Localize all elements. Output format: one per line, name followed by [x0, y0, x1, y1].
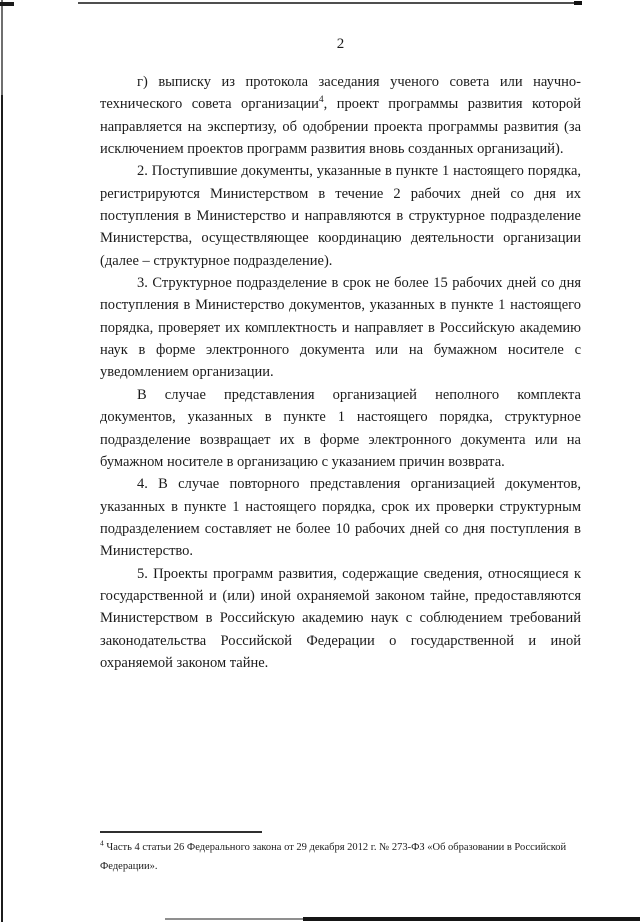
document-body: [100, 71, 581, 674]
scan-artifact-top-line: [78, 2, 582, 4]
paragraph-item-g-text-after: , проект программы развития которой направляется на экспертизу, об одобрении проекта программы развития (за исключением проектов программ развития вновь созданных организаций).: [100, 96, 581, 158]
scan-artifact-top-blob: [574, 1, 582, 5]
paragraph-incomplete-set: В случае представления организацией неполного комплекта документов, указанных в пункте 1 настоящего порядка, структурное подразделение возвращает их в форме электронного документа или на бумажном носителе в организацию с указанием причин возврата.: [100, 386, 581, 470]
footnote-area: [100, 831, 581, 876]
footnote-marker: 4: [100, 838, 104, 848]
scan-artifact-top-left-block: [0, 2, 14, 6]
paragraph-5: 5. Проекты программ развития, содержащие сведения, относящиеся к государственной и (или) иной охраняемой законом тайне, предоставляются Министерством в Российскую академию наук с соблюдением требований законодательства Российской Федерации о государственной и иной охраняемой законом тайне.: [100, 565, 581, 671]
scan-artifact-bottom-line-black: [303, 917, 640, 921]
footnote-text: Часть 4 статьи 26 Федерального закона от 29 декабря 2012 г. № 273-ФЗ «Об образовании в Российской Федерации».: [100, 842, 567, 872]
footnote-reference: 4: [318, 95, 324, 106]
paragraph-2: 2. Поступившие документы, указанные в пункте 1 настоящего порядка, регистрируются Министерством в течение 2 рабочих дней со дня их поступления в Министерство и направляются в структурное подразделение Министерства, осуществляющее координацию деятельности организации (далее – структурное подразделение).: [100, 163, 581, 269]
scan-artifact-left-edge: [1, 0, 3, 922]
footnote-separator: [100, 831, 262, 833]
paragraph-item-g-text: г) выписку из протокола заседания ученого совета или научно-технического совета организации: [100, 74, 581, 113]
paragraph-4: 4. В случае повторного представления организацией документов, указанных в пункте 1 настоящего порядка, срок их проверки структурным подразделением составляет не более 10 рабочих дней со дня поступления в Министерство.: [100, 476, 581, 560]
paragraph-item-g: [100, 71, 581, 160]
footnote: [100, 838, 581, 876]
page-number: 2: [336, 36, 345, 52]
scan-artifact-bottom-line-gray: [165, 918, 305, 920]
paragraph-3: 3. Структурное подразделение в срок не более 15 рабочих дней со дня поступления в Министерство документов, указанных в пункте 1 настоящего порядка, проверяет их комплектность и направляет в Российскую академию наук в форме электронного документа или на бумажном носителе с уведомлением организации.: [100, 275, 581, 381]
scan-artifact-left-edge-fade: [1, 0, 3, 95]
